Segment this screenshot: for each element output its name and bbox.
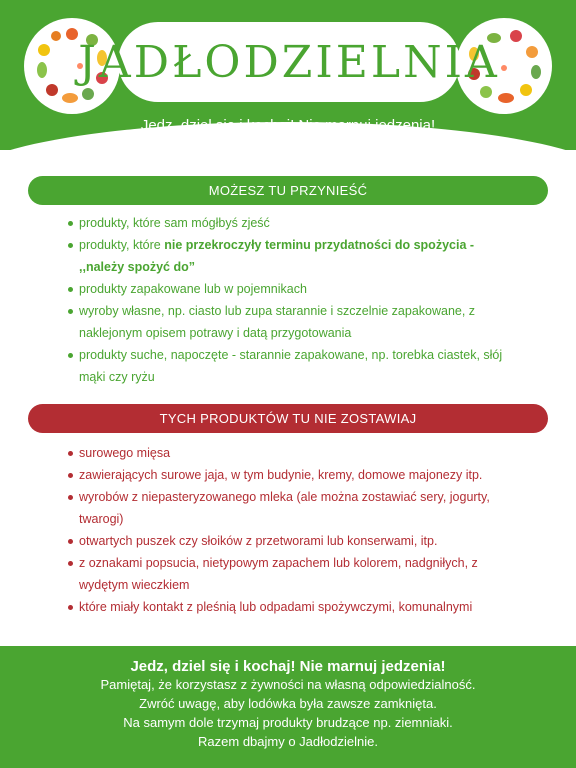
footer-heading: Jedz, dziel się i kochaj! Nie marnuj jedzenia! (130, 658, 446, 675)
allowed-section-heading: MOŻESZ TU PRZYNIEŚĆ (28, 176, 548, 205)
list-item: wyroby własne, np. ciasto lub zupa starannie i szczelnie zapakowane, z naklejonym opisem potrawy i datą przygotowania (68, 300, 508, 344)
list-item: zawierających surowe jaja, w tym budynie, kremy, domowe majonezy itp. (68, 464, 508, 486)
list-item: produkty zapakowane lub w pojemnikach (68, 278, 508, 300)
forbidden-section-heading: TYCH PRODUKTÓW TU NIE ZOSTAWIAJ (28, 404, 548, 433)
list-item: produkty, które nie przekroczyły terminu przydatności do spożycia - ,,należy spożyć do” (68, 234, 508, 278)
footer-banner (0, 646, 576, 768)
page-title: JADŁODZIELNIA (78, 36, 500, 88)
footer-line: Razem dbajmy o Jadłodzielnie. (198, 734, 378, 749)
list-item: wyrobów z niepasteryzowanego mleka (ale można zostawiać sery, jogurty, twarogi) (68, 486, 508, 530)
list-item: z oznakami popsucia, nietypowym zapachem lub kolorem, nadgniłych, z wydętym wieczkiem (68, 552, 508, 596)
list-item: produkty suche, napoczęte - starannie zapakowane, np. torebka ciastek, słój mąki czy ryżu (68, 344, 508, 388)
footer-line: Pamiętaj, że korzystasz z żywności na własną odpowiedzialność. (100, 677, 476, 692)
footer-line: Zwróć uwagę, aby lodówka była zawsze zamknięta. (139, 696, 437, 711)
list-item: surowego mięsa (68, 442, 508, 464)
forbidden-list (68, 442, 508, 618)
header-tagline: Jedz, dziel się i kochaj! Nie marnuj jedzenia! (140, 117, 436, 134)
footer-line: Na samym dole trzymaj produkty brudzące np. ziemniaki. (123, 715, 453, 730)
list-item: produkty, które sam mógłbyś zjeść (68, 212, 508, 234)
title-badge (78, 22, 500, 102)
list-item: które miały kontakt z pleśnią lub odpadami spożywczymi, komunalnymi (68, 596, 508, 618)
list-item: otwartych puszek czy słoików z przetworami lub konserwami, itp. (68, 530, 508, 552)
emphasis-text: nie przekroczyły terminu przydatności do spożycia - ,,należy spożyć do” (79, 238, 475, 274)
allowed-list (68, 212, 508, 388)
